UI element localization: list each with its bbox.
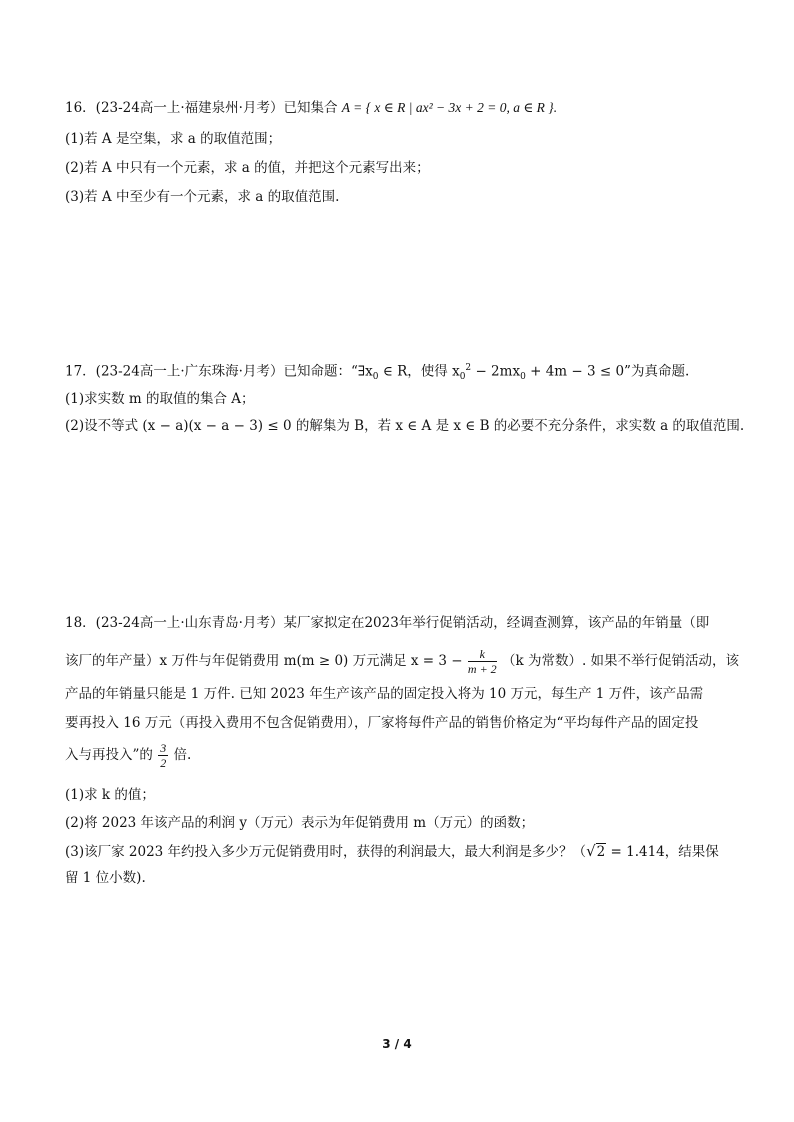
q18-part-3b: = 1.414，结果保 [606, 844, 719, 860]
q18-fraction-denominator: 2 [160, 756, 167, 770]
q16-stem: 16．(23-24高一上·福建泉州·月考）已知集合 [65, 100, 338, 116]
q18-fraction-numerator: 3 [160, 741, 167, 755]
q16-part-2: (2)若 A 中只有一个元素，求 a 的值，并把这个元素写出来； [65, 160, 430, 176]
q17-stem-b: ∈ R，使得 x [378, 363, 460, 380]
q17-part-2: (2)设不等式 (x − a)(x − a − 3) ≤ 0 的解集为 B，若 x ∈ A 是 x ∈ B 的必要不充分条件，求实数 a 的取值范围. [65, 418, 745, 434]
q18-line-2b: （k 为常数）. 如果不举行促销活动，该 [501, 653, 740, 669]
q18-line-4: 要再投入 16 万元（再投入费用不包含促销费用），厂家将每件产品的销售价格定为“平均每件产品的固定投 [65, 715, 699, 731]
q17-part-1: (1)求实数 m 的取值的集合 A； [65, 391, 255, 407]
q18-part-3-line: (3)该厂家 2023 年约投入多少万元促销费用时，获得的利润最大，最大利润是多少？（√2 = 1.414，结果保 [65, 842, 719, 860]
page-number: 3 / 4 [382, 1037, 412, 1051]
q16-stem-line [65, 98, 557, 118]
q17-stem-d: + 4m − 3 ≤ 0”为真命题. [525, 363, 690, 380]
q18-line-5a: 入与再投入”的 [65, 747, 153, 763]
q17-stem-a: 17．(23-24高一上·广东珠海·月考）已知命题：“∃x [65, 363, 373, 380]
q16-part-1: (1)若 A 是空集，求 a 的取值范围； [65, 131, 282, 147]
q18-line-1: 18．(23-24高一上·山东青岛·月考）某厂家拟定在2023年举行促销活动，经调查测算，该产品的年销量（即 [65, 615, 710, 631]
q18-line-5b: 倍. [173, 747, 192, 763]
q18-line-3: 产品的年销量只能是 1 万件. 已知 2023 年生产该产品的固定投入将为 10 万元，每生产 1 万件，该产品需 [65, 686, 704, 702]
q16-part-3: (3)若 A 中至少有一个元素，求 a 的取值范围. [65, 189, 340, 205]
q18-part-2: (2)将 2023 年该产品的利润 y（万元）表示为年促销费用 m（万元）的函数； [65, 815, 535, 831]
q17-stem-line: 17．(23-24高一上·广东珠海·月考）已知命题：“$\exists x_0$ ∈ R，使得 $x_0^2 - 2mx_0 + 4m - 3 \le 0$”为真命题. [65, 363, 690, 383]
q18-fraction-k [468, 647, 497, 676]
q17-stem-c: − 2mx [471, 363, 521, 380]
q18-part-3-continued: 留 1 位小数). [65, 870, 146, 886]
q18-part-3a: (3)该厂家 2023 年约投入多少万元促销费用时，获得的利润最大，最大利润是多少？（ [65, 844, 587, 860]
q18-fraction-k-numerator: k [468, 647, 497, 662]
q18-line-5 [65, 740, 191, 770]
q18-sqrt-value: 2 [596, 844, 606, 860]
q18-fraction-k-denominator: m + 2 [467, 662, 497, 676]
q18-line-2a: 该厂的年产量）x 万件与年促销费用 m(m ≥ 0) 万元满足 x = 3 − [65, 653, 463, 669]
q18-fraction-three-halves [158, 741, 168, 770]
q18-part-1: (1)求 k 的值； [65, 787, 155, 803]
q16-set-definition: A = { x ∈ R | ax² − 3x + 2 = 0, a ∈ R }. [341, 100, 558, 115]
q18-line-2 [65, 646, 739, 676]
